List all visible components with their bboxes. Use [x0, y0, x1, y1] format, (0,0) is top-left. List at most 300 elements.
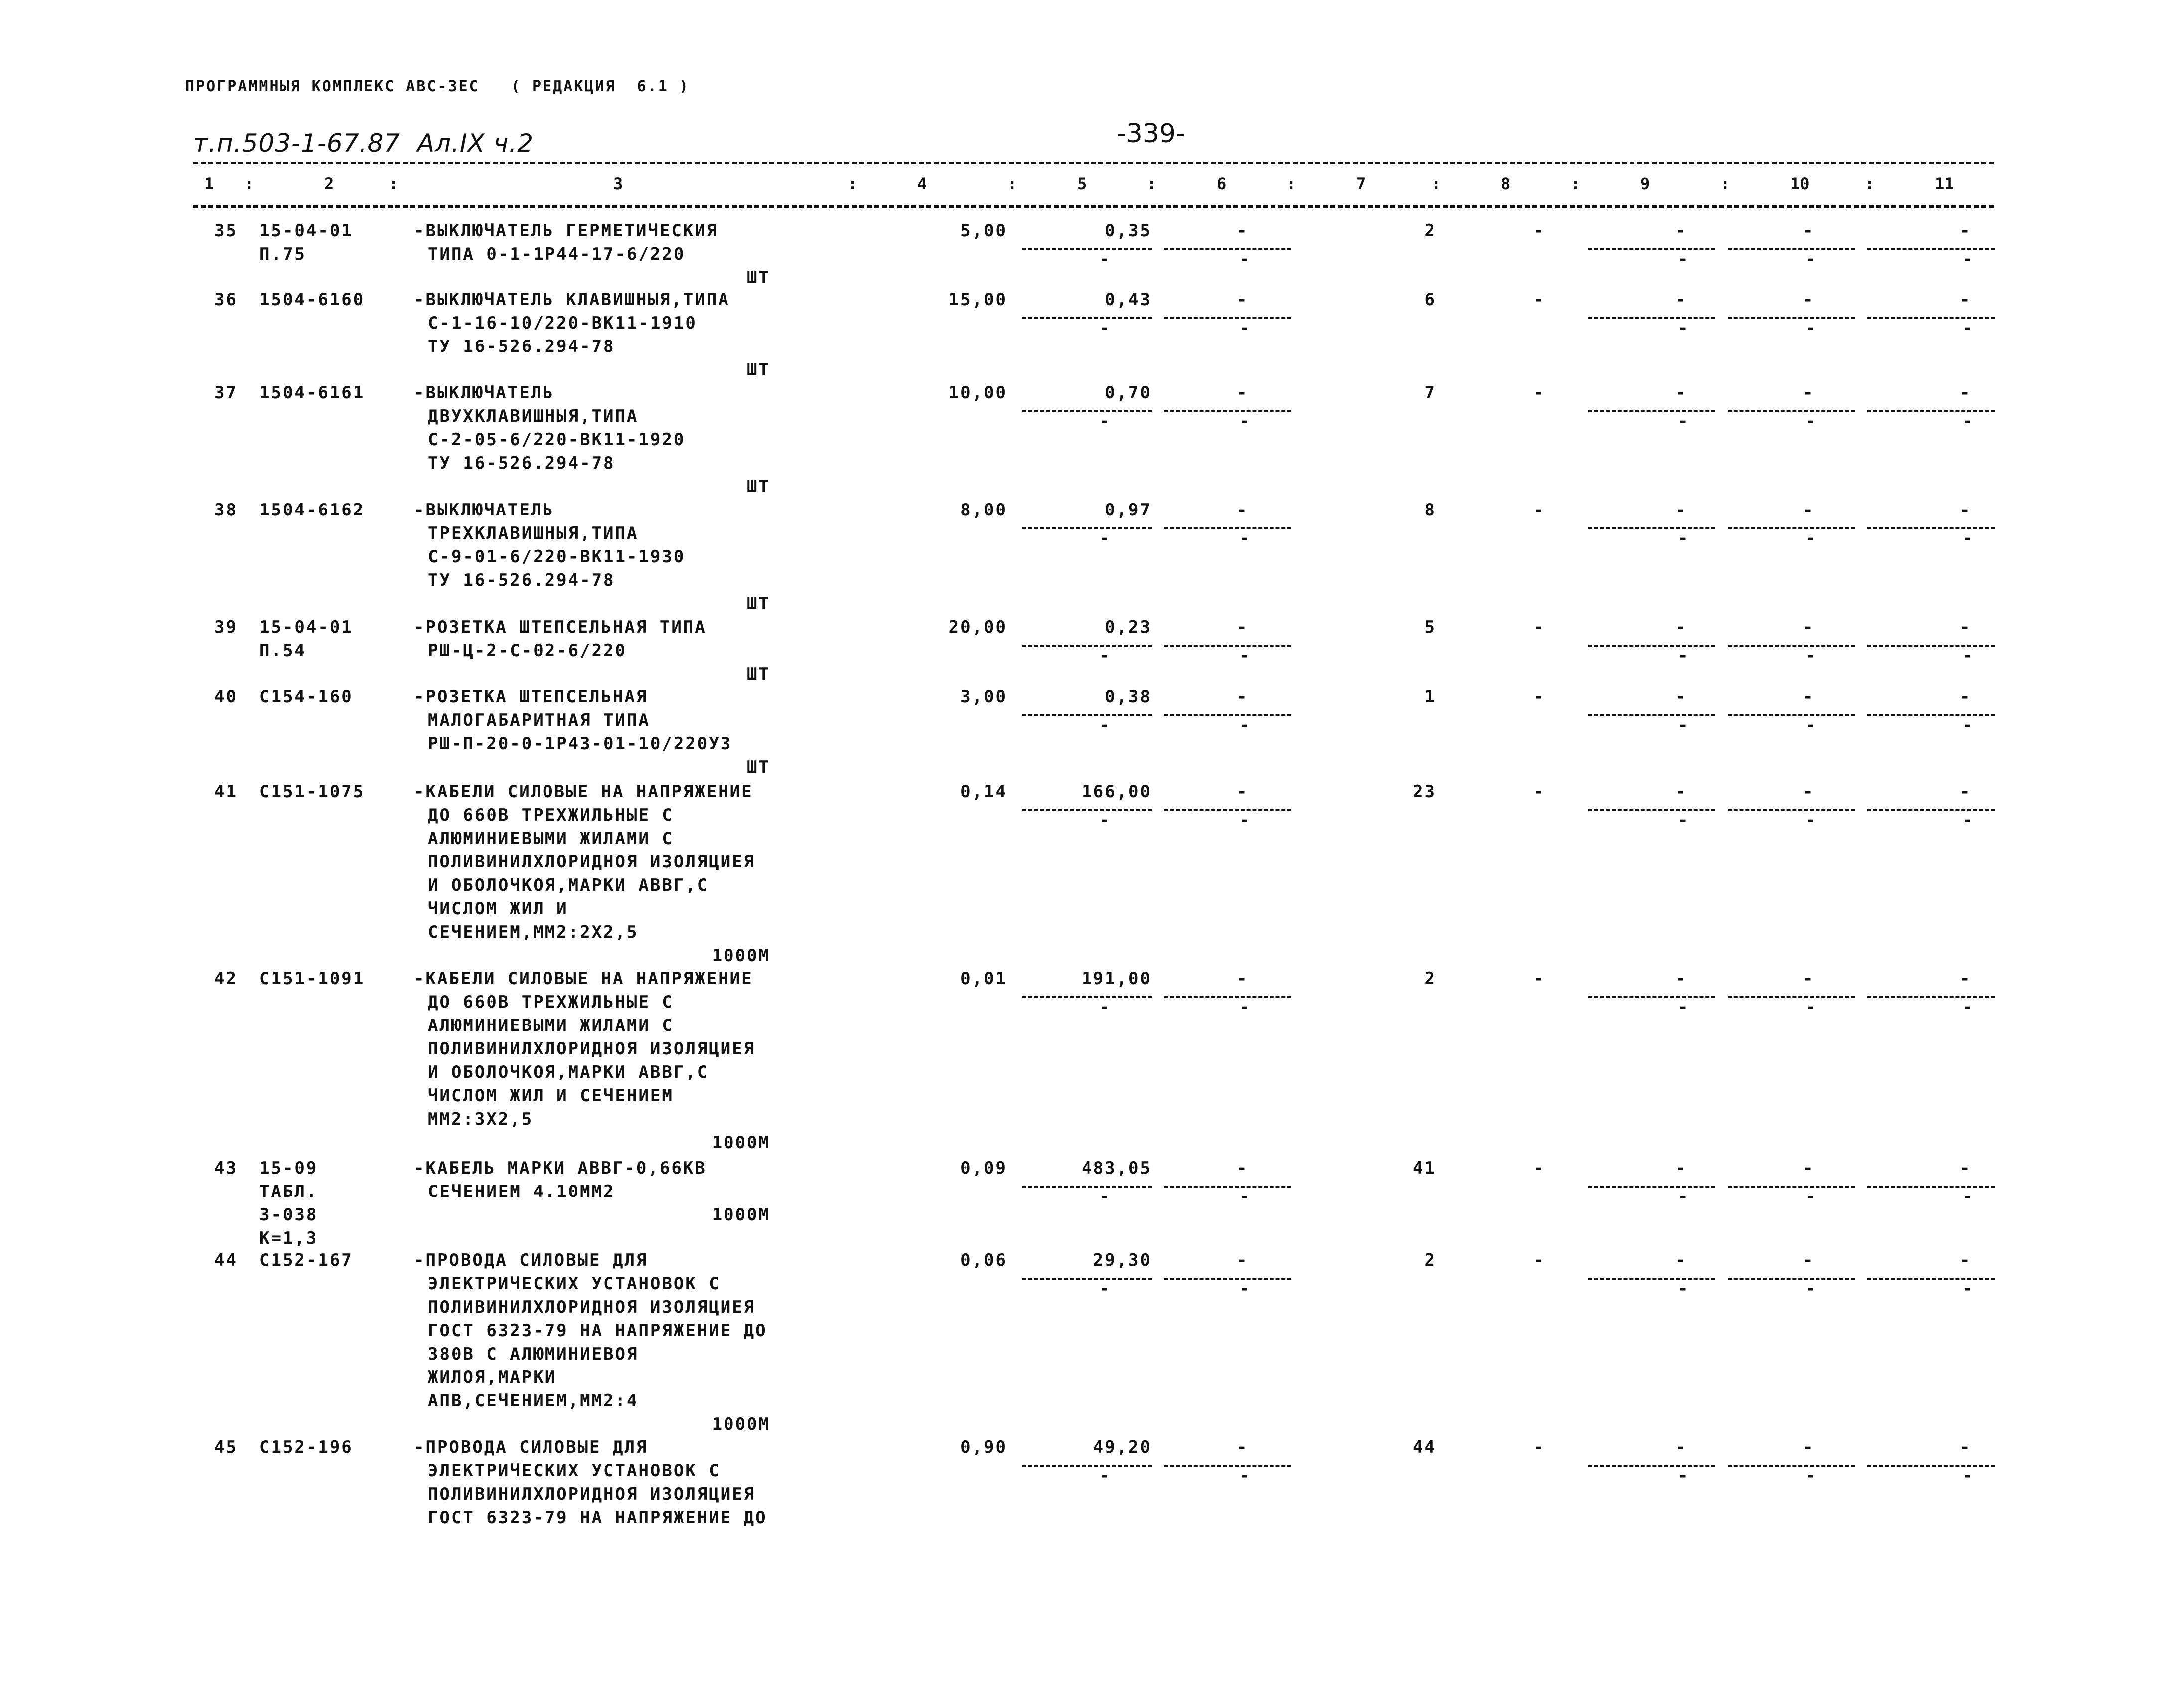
cell-divider: [1728, 1465, 1855, 1467]
row-description: -РОЗЕТКА ШТЕПСЕЛЬНАЯ: [414, 687, 648, 707]
row-col9: -: [1675, 1250, 1687, 1270]
cell-divider: [1022, 410, 1152, 412]
row-col11: -: [1960, 290, 1972, 310]
row-unit: ШТ: [747, 664, 770, 684]
row-col10: -: [1803, 782, 1815, 802]
row-description: ММ2:3Х2,5: [428, 1109, 534, 1129]
cell-divider: [1867, 317, 1995, 319]
empty-cell-mark: -: [1099, 1187, 1111, 1206]
cell-divider: [1164, 410, 1291, 412]
row-code: 3-038: [259, 1205, 318, 1225]
row-quantity: 0,14: [960, 782, 1007, 802]
row-description: СЕЧЕНИЕМ 4.10ММ2: [428, 1182, 615, 1201]
cell-divider: [1728, 410, 1855, 412]
empty-cell-mark: -: [1962, 810, 1974, 830]
empty-cell-mark: -: [1678, 646, 1690, 666]
cell-divider: [1164, 317, 1291, 319]
row-unit: ШТ: [747, 594, 770, 614]
empty-cell-mark: -: [1962, 1279, 1974, 1299]
row-description: ЧИСЛОМ ЖИЛ И СЕЧЕНИЕМ: [428, 1086, 674, 1106]
empty-cell-mark: -: [1099, 528, 1111, 548]
cell-divider: [1867, 645, 1995, 647]
cell-divider: [1728, 645, 1855, 647]
cell-divider: [1588, 809, 1715, 811]
cell-divider: [1022, 996, 1152, 998]
row-number: 36: [214, 290, 238, 310]
empty-cell-mark: -: [1239, 411, 1251, 431]
column-number: 2: [324, 174, 334, 193]
empty-cell-mark: -: [1678, 715, 1690, 735]
empty-cell-mark: -: [1239, 318, 1251, 338]
row-col6: -: [1237, 500, 1249, 520]
empty-cell-mark: -: [1678, 810, 1690, 830]
table-header-rule: [193, 205, 1994, 208]
cell-divider: [1867, 1186, 1995, 1188]
row-col10: -: [1803, 290, 1815, 310]
empty-cell-mark: -: [1962, 411, 1974, 431]
row-col9: -: [1675, 687, 1687, 707]
row-col8: -: [1533, 1158, 1545, 1178]
empty-cell-mark: -: [1805, 715, 1817, 735]
column-separator: :: [1147, 174, 1157, 193]
row-col7: 6: [1424, 290, 1436, 310]
empty-cell-mark: -: [1678, 411, 1690, 431]
row-col11: -: [1960, 617, 1972, 637]
row-description: С-1-16-10/220-ВК11-1910: [428, 313, 697, 333]
row-code: 1504-6161: [259, 383, 365, 403]
cell-divider: [1164, 996, 1291, 998]
row-number: 42: [214, 969, 238, 989]
row-col8: -: [1533, 221, 1545, 241]
row-description: ПОЛИВИНИЛХЛОРИДНОЯ ИЗОЛЯЦИЕЯ: [428, 1484, 756, 1504]
row-col9: -: [1675, 500, 1687, 520]
row-col9: -: [1675, 1158, 1687, 1178]
row-description: ДВУХКЛАВИШНЫЯ,ТИПА: [428, 406, 639, 426]
cell-divider: [1588, 1186, 1715, 1188]
cell-divider: [1867, 410, 1995, 412]
row-col8: -: [1533, 687, 1545, 707]
cell-divider: [1867, 809, 1995, 811]
row-quantity: 0,09: [960, 1158, 1007, 1178]
empty-cell-mark: -: [1239, 1279, 1251, 1299]
empty-cell-mark: -: [1805, 1466, 1817, 1486]
row-code: 15-04-01: [259, 617, 353, 637]
row-col11: -: [1960, 1250, 1972, 1270]
column-separator: :: [1571, 174, 1581, 193]
row-description: -ВЫКЛЮЧАТЕЛЬ: [414, 500, 554, 520]
row-quantity: 3,00: [960, 687, 1007, 707]
row-col9: -: [1675, 290, 1687, 310]
row-description: -КАБЕЛЬ МАРКИ АВВГ-0,66КВ: [414, 1158, 707, 1178]
cell-divider: [1728, 527, 1855, 529]
cell-divider: [1588, 645, 1715, 647]
empty-cell-mark: -: [1239, 810, 1251, 830]
row-code: К=1,3: [259, 1228, 318, 1248]
row-description: ТРЕХКЛАВИШНЫЯ,ТИПА: [428, 523, 639, 543]
cell-divider: [1867, 714, 1995, 716]
cell-divider: [1164, 248, 1291, 250]
row-unit: ШТ: [747, 360, 770, 380]
row-col8: -: [1533, 782, 1545, 802]
row-col5: 191,00: [1082, 969, 1152, 989]
row-unit: 1000М: [712, 1414, 770, 1434]
empty-cell-mark: -: [1099, 318, 1111, 338]
row-code: ТАБЛ.: [259, 1182, 318, 1201]
row-col8: -: [1533, 969, 1545, 989]
column-number: 4: [917, 174, 927, 193]
row-col6: -: [1237, 687, 1249, 707]
row-col11: -: [1960, 969, 1972, 989]
cell-divider: [1164, 1186, 1291, 1188]
row-col11: -: [1960, 1437, 1972, 1457]
row-col6: -: [1237, 969, 1249, 989]
row-description: ЭЛЕКТРИЧЕСКИХ УСТАНОВОК С: [428, 1274, 721, 1294]
empty-cell-mark: -: [1962, 715, 1974, 735]
empty-cell-mark: -: [1099, 810, 1111, 830]
empty-cell-mark: -: [1962, 646, 1974, 666]
page-number: -339-: [1117, 119, 1185, 149]
empty-cell-mark: -: [1962, 1466, 1974, 1486]
row-unit: ШТ: [747, 477, 770, 497]
column-number: 8: [1501, 174, 1511, 193]
row-description: И ОБОЛОЧКОЯ,МАРКИ АВВГ,С: [428, 875, 709, 895]
row-quantity: 0,90: [960, 1437, 1007, 1457]
row-description: АПВ,СЕЧЕНИЕМ,ММ2:4: [428, 1391, 639, 1411]
cell-divider: [1022, 248, 1152, 250]
row-unit: 1000М: [712, 1133, 770, 1153]
row-description: АЛЮМИНИЕВЫМИ ЖИЛАМИ С: [428, 1016, 674, 1035]
row-description: ГОСТ 6323-79 НА НАПРЯЖЕНИЕ ДО: [428, 1321, 767, 1341]
column-separator: :: [244, 174, 254, 193]
row-description: ЖИЛОЯ,МАРКИ: [428, 1367, 557, 1387]
empty-cell-mark: -: [1239, 715, 1251, 735]
table-top-rule: [193, 162, 1994, 164]
column-separator: :: [1007, 174, 1017, 193]
cell-divider: [1728, 1186, 1855, 1188]
row-quantity: 0,06: [960, 1250, 1007, 1270]
row-quantity: 5,00: [960, 221, 1007, 241]
cell-divider: [1022, 1465, 1152, 1467]
empty-cell-mark: -: [1805, 411, 1817, 431]
empty-cell-mark: -: [1099, 1466, 1111, 1486]
cell-divider: [1867, 248, 1995, 250]
row-col9: -: [1675, 617, 1687, 637]
cell-divider: [1867, 996, 1995, 998]
row-description: -РОЗЕТКА ШТЕПСЕЛЬНАЯ ТИПА: [414, 617, 707, 637]
row-description: РШ-Ц-2-С-02-6/220: [428, 641, 627, 661]
row-description: И ОБОЛОЧКОЯ,МАРКИ АВВГ,С: [428, 1062, 709, 1082]
empty-cell-mark: -: [1805, 646, 1817, 666]
row-col6: -: [1237, 221, 1249, 241]
row-col7: 8: [1424, 500, 1436, 520]
cell-divider: [1588, 996, 1715, 998]
row-quantity: 20,00: [948, 617, 1007, 637]
row-col6: -: [1237, 290, 1249, 310]
row-quantity: 8,00: [960, 500, 1007, 520]
row-description: ПОЛИВИНИЛХЛОРИДНОЯ ИЗОЛЯЦИЕЯ: [428, 1297, 756, 1317]
row-col7: 7: [1424, 383, 1436, 403]
row-code: П.54: [259, 641, 306, 661]
cell-divider: [1022, 1186, 1152, 1188]
row-col10: -: [1803, 1158, 1815, 1178]
row-col9: -: [1675, 383, 1687, 403]
row-col6: -: [1237, 1158, 1249, 1178]
empty-cell-mark: -: [1678, 318, 1690, 338]
row-description: С-2-05-6/220-ВК11-1920: [428, 430, 686, 450]
empty-cell-mark: -: [1805, 318, 1817, 338]
row-description: -ВЫКЛЮЧАТЕЛЬ КЛАВИШНЫЯ,ТИПА: [414, 290, 730, 310]
row-description: ДО 660В ТРЕХЖИЛЬНЫЕ С: [428, 805, 674, 825]
cell-divider: [1022, 714, 1152, 716]
row-number: 45: [214, 1437, 238, 1457]
cell-divider: [1867, 527, 1995, 529]
row-number: 37: [214, 383, 238, 403]
cell-divider: [1728, 1278, 1855, 1280]
row-col5: 0,23: [1105, 617, 1152, 637]
row-col7: 2: [1424, 1250, 1436, 1270]
row-description: ТИПА 0-1-1Р44-17-6/220: [428, 244, 686, 264]
row-col9: -: [1675, 1437, 1687, 1457]
row-code: С154-160: [259, 687, 353, 707]
row-description: ТУ 16-526.294-78: [428, 337, 615, 356]
row-description: АЛЮМИНИЕВЫМИ ЖИЛАМИ С: [428, 829, 674, 849]
column-number: 10: [1790, 174, 1810, 193]
row-col7: 41: [1413, 1158, 1436, 1178]
row-description: СЕЧЕНИЕМ,ММ2:2Х2,5: [428, 922, 639, 942]
row-col10: -: [1803, 500, 1815, 520]
empty-cell-mark: -: [1962, 997, 1974, 1017]
cell-divider: [1022, 527, 1152, 529]
row-col10: -: [1803, 687, 1815, 707]
row-col8: -: [1533, 1250, 1545, 1270]
column-separator: :: [1865, 174, 1875, 193]
empty-cell-mark: -: [1962, 528, 1974, 548]
empty-cell-mark: -: [1678, 528, 1690, 548]
cell-divider: [1588, 248, 1715, 250]
empty-cell-mark: -: [1239, 997, 1251, 1017]
row-description: ГОСТ 6323-79 НА НАПРЯЖЕНИЕ ДО: [428, 1508, 767, 1528]
row-number: 40: [214, 687, 238, 707]
empty-cell-mark: -: [1099, 249, 1111, 269]
row-col5: 49,20: [1093, 1437, 1152, 1457]
row-code: С151-1075: [259, 782, 365, 802]
row-col5: 166,00: [1082, 782, 1152, 802]
empty-cell-mark: -: [1962, 249, 1974, 269]
row-col9: -: [1675, 969, 1687, 989]
row-col7: 23: [1413, 782, 1436, 802]
column-number: 9: [1640, 174, 1650, 193]
row-number: 35: [214, 221, 238, 241]
cell-divider: [1728, 809, 1855, 811]
row-col11: -: [1960, 1158, 1972, 1178]
row-col5: 29,30: [1093, 1250, 1152, 1270]
column-number: 11: [1935, 174, 1954, 193]
cell-divider: [1867, 1278, 1995, 1280]
row-col9: -: [1675, 782, 1687, 802]
empty-cell-mark: -: [1805, 997, 1817, 1017]
row-code: С151-1091: [259, 969, 365, 989]
cell-divider: [1164, 714, 1291, 716]
row-col7: 44: [1413, 1437, 1436, 1457]
empty-cell-mark: -: [1805, 528, 1817, 548]
cell-divider: [1728, 317, 1855, 319]
column-number: 5: [1077, 174, 1087, 193]
row-description: ПОЛИВИНИЛХЛОРИДНОЯ ИЗОЛЯЦИЕЯ: [428, 1039, 756, 1059]
empty-cell-mark: -: [1678, 1466, 1690, 1486]
row-col5: 0,97: [1105, 500, 1152, 520]
row-description: ПОЛИВИНИЛХЛОРИДНОЯ ИЗОЛЯЦИЕЯ: [428, 852, 756, 872]
column-separator: :: [1286, 174, 1296, 193]
row-quantity: 15,00: [948, 290, 1007, 310]
row-description: С-9-01-6/220-ВК11-1930: [428, 547, 686, 567]
row-unit: ШТ: [747, 268, 770, 288]
row-description: -КАБЕЛИ СИЛОВЫЕ НА НАПРЯЖЕНИЕ: [414, 782, 753, 802]
column-separator: :: [1431, 174, 1441, 193]
row-code: С152-167: [259, 1250, 353, 1270]
cell-divider: [1164, 1278, 1291, 1280]
row-description: ЧИСЛОМ ЖИЛ И: [428, 899, 568, 919]
row-col11: -: [1960, 383, 1972, 403]
empty-cell-mark: -: [1678, 1279, 1690, 1299]
row-description: -ВЫКЛЮЧАТЕЛЬ ГЕРМЕТИЧЕСКИЯ: [414, 221, 719, 241]
empty-cell-mark: -: [1239, 1187, 1251, 1206]
row-col10: -: [1803, 1437, 1815, 1457]
empty-cell-mark: -: [1805, 810, 1817, 830]
cell-divider: [1022, 809, 1152, 811]
column-number: 6: [1217, 174, 1227, 193]
empty-cell-mark: -: [1805, 1187, 1817, 1206]
row-code: 1504-6160: [259, 290, 365, 310]
row-col5: 483,05: [1082, 1158, 1152, 1178]
row-col10: -: [1803, 617, 1815, 637]
cell-divider: [1022, 645, 1152, 647]
empty-cell-mark: -: [1239, 528, 1251, 548]
column-separator: :: [389, 174, 399, 193]
row-col5: 0,43: [1105, 290, 1152, 310]
row-description: 380В С АЛЮМИНИЕВОЯ: [428, 1344, 639, 1364]
cell-divider: [1588, 1465, 1715, 1467]
row-code: 15-04-01: [259, 221, 353, 241]
row-col5: 0,35: [1105, 221, 1152, 241]
row-col7: 2: [1424, 221, 1436, 241]
cell-divider: [1728, 248, 1855, 250]
row-col10: -: [1803, 969, 1815, 989]
row-quantity: 0,01: [960, 969, 1007, 989]
row-col8: -: [1533, 1437, 1545, 1457]
row-col5: 0,70: [1105, 383, 1152, 403]
cell-divider: [1588, 410, 1715, 412]
row-code: П.75: [259, 244, 306, 264]
row-description: РШ-П-20-0-1Р43-01-10/220У3: [428, 734, 732, 754]
row-description: -ВЫКЛЮЧАТЕЛЬ: [414, 383, 554, 403]
row-col9: -: [1675, 221, 1687, 241]
program-header: ПРОГРАММНЫЯ КОМПЛЕКС АВС-ЗЕС ( РЕДАКЦИЯ 6.1 ): [185, 78, 690, 95]
row-col6: -: [1237, 782, 1249, 802]
empty-cell-mark: -: [1962, 318, 1974, 338]
cell-divider: [1728, 996, 1855, 998]
row-col8: -: [1533, 500, 1545, 520]
row-description: ТУ 16-526.294-78: [428, 570, 615, 590]
empty-cell-mark: -: [1805, 1279, 1817, 1299]
document-reference: т.п.503-1-67.87 Ал.IX ч.2: [193, 129, 534, 158]
cell-divider: [1588, 527, 1715, 529]
row-description: ДО 660В ТРЕХЖИЛЬНЫЕ С: [428, 992, 674, 1012]
row-col7: 1: [1424, 687, 1436, 707]
row-col10: -: [1803, 1250, 1815, 1270]
row-code: С152-196: [259, 1437, 353, 1457]
empty-cell-mark: -: [1099, 646, 1111, 666]
column-separator: :: [848, 174, 858, 193]
empty-cell-mark: -: [1962, 1187, 1974, 1206]
row-col5: 0,38: [1105, 687, 1152, 707]
row-col10: -: [1803, 221, 1815, 241]
row-description: -ПРОВОДА СИЛОВЫЕ ДЛЯ: [414, 1437, 648, 1457]
column-number: 7: [1356, 174, 1366, 193]
row-col6: -: [1237, 1250, 1249, 1270]
cell-divider: [1728, 714, 1855, 716]
row-col6: -: [1237, 617, 1249, 637]
cell-divider: [1022, 317, 1152, 319]
row-col11: -: [1960, 687, 1972, 707]
row-col8: -: [1533, 383, 1545, 403]
empty-cell-mark: -: [1805, 249, 1817, 269]
row-number: 38: [214, 500, 238, 520]
row-col6: -: [1237, 383, 1249, 403]
cell-divider: [1867, 1465, 1995, 1467]
cell-divider: [1588, 714, 1715, 716]
empty-cell-mark: -: [1099, 997, 1111, 1017]
cell-divider: [1164, 527, 1291, 529]
row-col10: -: [1803, 383, 1815, 403]
empty-cell-mark: -: [1239, 1466, 1251, 1486]
empty-cell-mark: -: [1678, 249, 1690, 269]
row-code: 15-09: [259, 1158, 318, 1178]
cell-divider: [1588, 317, 1715, 319]
empty-cell-mark: -: [1099, 715, 1111, 735]
row-description: -ПРОВОДА СИЛОВЫЕ ДЛЯ: [414, 1250, 648, 1270]
row-description: -КАБЕЛИ СИЛОВЫЕ НА НАПРЯЖЕНИЕ: [414, 969, 753, 989]
cell-divider: [1588, 1278, 1715, 1280]
empty-cell-mark: -: [1099, 411, 1111, 431]
row-unit: 1000М: [712, 1205, 770, 1225]
column-separator: :: [1720, 174, 1730, 193]
row-col7: 2: [1424, 969, 1436, 989]
row-unit: 1000М: [712, 946, 770, 966]
row-description: ЭЛЕКТРИЧЕСКИХ УСТАНОВОК С: [428, 1461, 721, 1481]
row-description: МАЛОГАБАРИТНАЯ ТИПА: [428, 710, 650, 730]
column-number: 1: [204, 174, 214, 193]
column-number: 3: [613, 174, 623, 193]
row-col8: -: [1533, 617, 1545, 637]
row-unit: ШТ: [747, 757, 770, 777]
cell-divider: [1164, 809, 1291, 811]
row-number: 44: [214, 1250, 238, 1270]
row-col7: 5: [1424, 617, 1436, 637]
row-number: 41: [214, 782, 238, 802]
row-col11: -: [1960, 782, 1972, 802]
empty-cell-mark: -: [1239, 249, 1251, 269]
cell-divider: [1164, 645, 1291, 647]
row-col6: -: [1237, 1437, 1249, 1457]
row-col11: -: [1960, 500, 1972, 520]
row-number: 43: [214, 1158, 238, 1178]
row-quantity: 10,00: [948, 383, 1007, 403]
row-number: 39: [214, 617, 238, 637]
cell-divider: [1022, 1278, 1152, 1280]
row-col8: -: [1533, 290, 1545, 310]
empty-cell-mark: -: [1239, 646, 1251, 666]
empty-cell-mark: -: [1678, 997, 1690, 1017]
